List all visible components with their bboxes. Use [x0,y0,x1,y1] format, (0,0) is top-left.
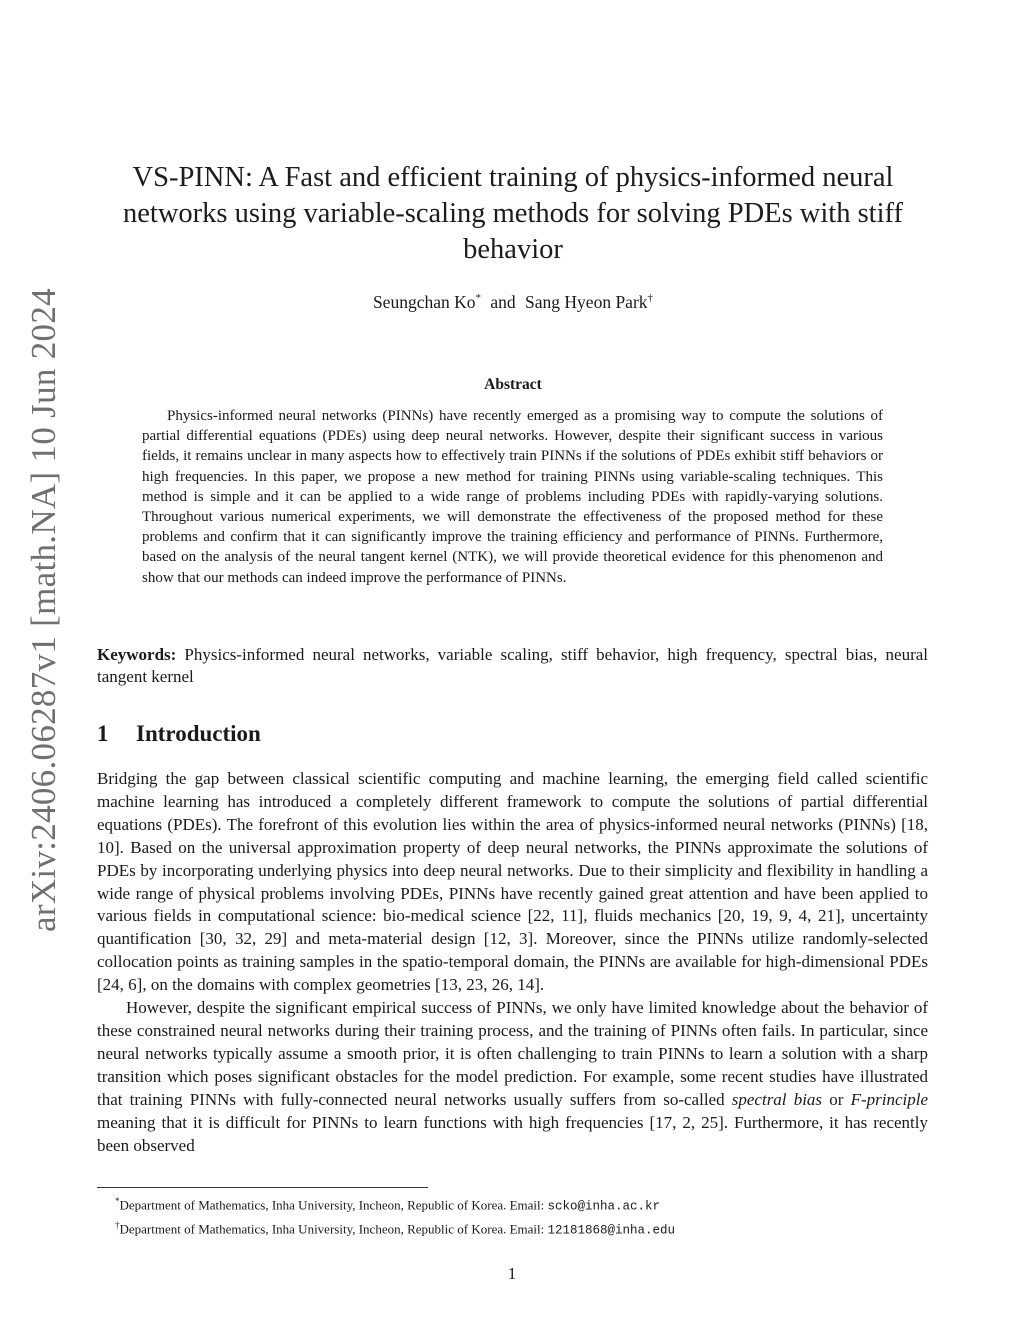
authors-and: and [490,292,516,312]
term-f-principle: F-principle [850,1089,929,1109]
title-line-3: behavior [463,234,563,265]
footnote-2 [97,1216,928,1240]
paragraph-2-or: or [822,1089,851,1109]
abstract-text: Physics-informed neural networks (PINNs) have recently emerged as a promising way to compute the solutions of partial differential equations (PDEs) using deep neural networks. However, despite their significant success in various fields, it remains unclear in many aspects how to effectively train PINNs if the solutions of PDEs exhibit stiff behaviors or high frequencies. In this paper, we propose a new method for training PINNs using variable-scaling techniques. This method is simple and it can be applied to a wide range of problems including PDEs with rapidly-varying solutions. Throughout various numerical experiments, we will demonstrate the effectiveness of the proposed method for these problems and confirm that it can significantly improve the training efficiency and performance of PINNs. Furthermore, based on the analysis of the neural tangent kernel (NTK), we will provide theoretical evidence for this phenomenon and show that our methods can indeed improve the performance of PINNs. [142,408,883,586]
title-line-1: VS-PINN: A Fast and efficient training of physics-informed neural [132,162,894,193]
footnote-1 [97,1192,928,1216]
footnote-1-text: Department of Mathematics, Inha University, Incheon, Republic of Korea. Email: [119,1197,548,1213]
paragraph-2-part-a: However, despite the significant empirical success of PINNs, we only have limited knowledge about the behavior of these constrained neural networks during their training process, and the training of PINNs often fails. In particular, since neural networks typically assume a smooth prior, it is often challenging to train PINNs to learn a solution with a sharp transition which poses significant obstacles for the model prediction. For example, some recent studies have illustrated that training PINNs with fully-connected neural networks usually suffers from so-called [97,998,928,1109]
keywords-label: Keywords: [97,645,177,664]
author-1-mark: * [475,292,482,305]
footnote-1-email[interactable]: scko@inha.ac.kr [547,1199,661,1214]
page-number: 1 [507,1264,517,1283]
footnotes [97,1192,928,1240]
paragraph-1: Bridging the gap between classical scientific computing and machine learning, the emerging field called scientific machine learning has introduced a completely different framework to compute the solutions of partial differential equations (PDEs). The forefront of this evolution lies within the area of physics-informed neural networks (PINNs) [18, 10]. Based on the universal approximation property of deep neural networks, the PINNs approximate the solutions of PDEs by incorporating underlying physics into deep neural networks. Due to their simplicity and flexibility in handling a wide range of physical problems involving PDEs, PINNs have recently gained great attention and have been applied to various fields in computational science: bio-medical science [22, 11], fluids mechanics [20, 19, 9, 4, 21], uncertainty quantification [30, 32, 29] and meta-material design [12, 3]. Moreover, since the PINNs utilize randomly-selected collocation points as training samples in the spatio-temporal domain, the PINNs are available for high-dimensional PDEs [24, 6], on the domains with complex geometries [13, 23, 26, 14]. [97,769,928,995]
introduction-body [97,768,928,1157]
footnote-1-mark: * [115,1196,120,1206]
footnote-2-text: Department of Mathematics, Inha University, Incheon, Republic of Korea. Email: [119,1221,548,1237]
author-1: Seungchan Ko [372,292,476,312]
arxiv-identifier: arXiv:2406.06287v1 [math.NA] 10 Jun 2024 [24,288,63,932]
section-number: 1 [97,721,109,746]
section-heading [97,721,261,747]
footnote-divider [97,1187,428,1188]
abstract-heading: Abstract [484,376,542,393]
footnote-2-email[interactable]: 12181868@inha.edu [547,1223,676,1238]
paragraph-2 [97,997,928,1157]
term-spectral-bias: spectral bias [731,1089,823,1109]
keywords [97,644,928,689]
paper-title [100,160,926,268]
title-line-2: networks using variable-scaling methods for solving PDEs with stiff [123,198,903,229]
section-title: Introduction [136,721,261,746]
author-2: Sang Hyeon Park [525,292,648,312]
paragraph-2-part-b: meaning that it is difficult for PINNs to learn functions with high frequencies [17, 2, 25]. Furthermore, it has recently been observed [97,1112,928,1155]
author-2-mark: † [647,292,654,305]
authors [100,292,926,313]
keywords-text: Physics-informed neural networks, variable scaling, stiff behavior, high frequency, spectral bias, neural tangent kernel [97,645,928,687]
footnote-2-mark: † [115,1219,120,1230]
